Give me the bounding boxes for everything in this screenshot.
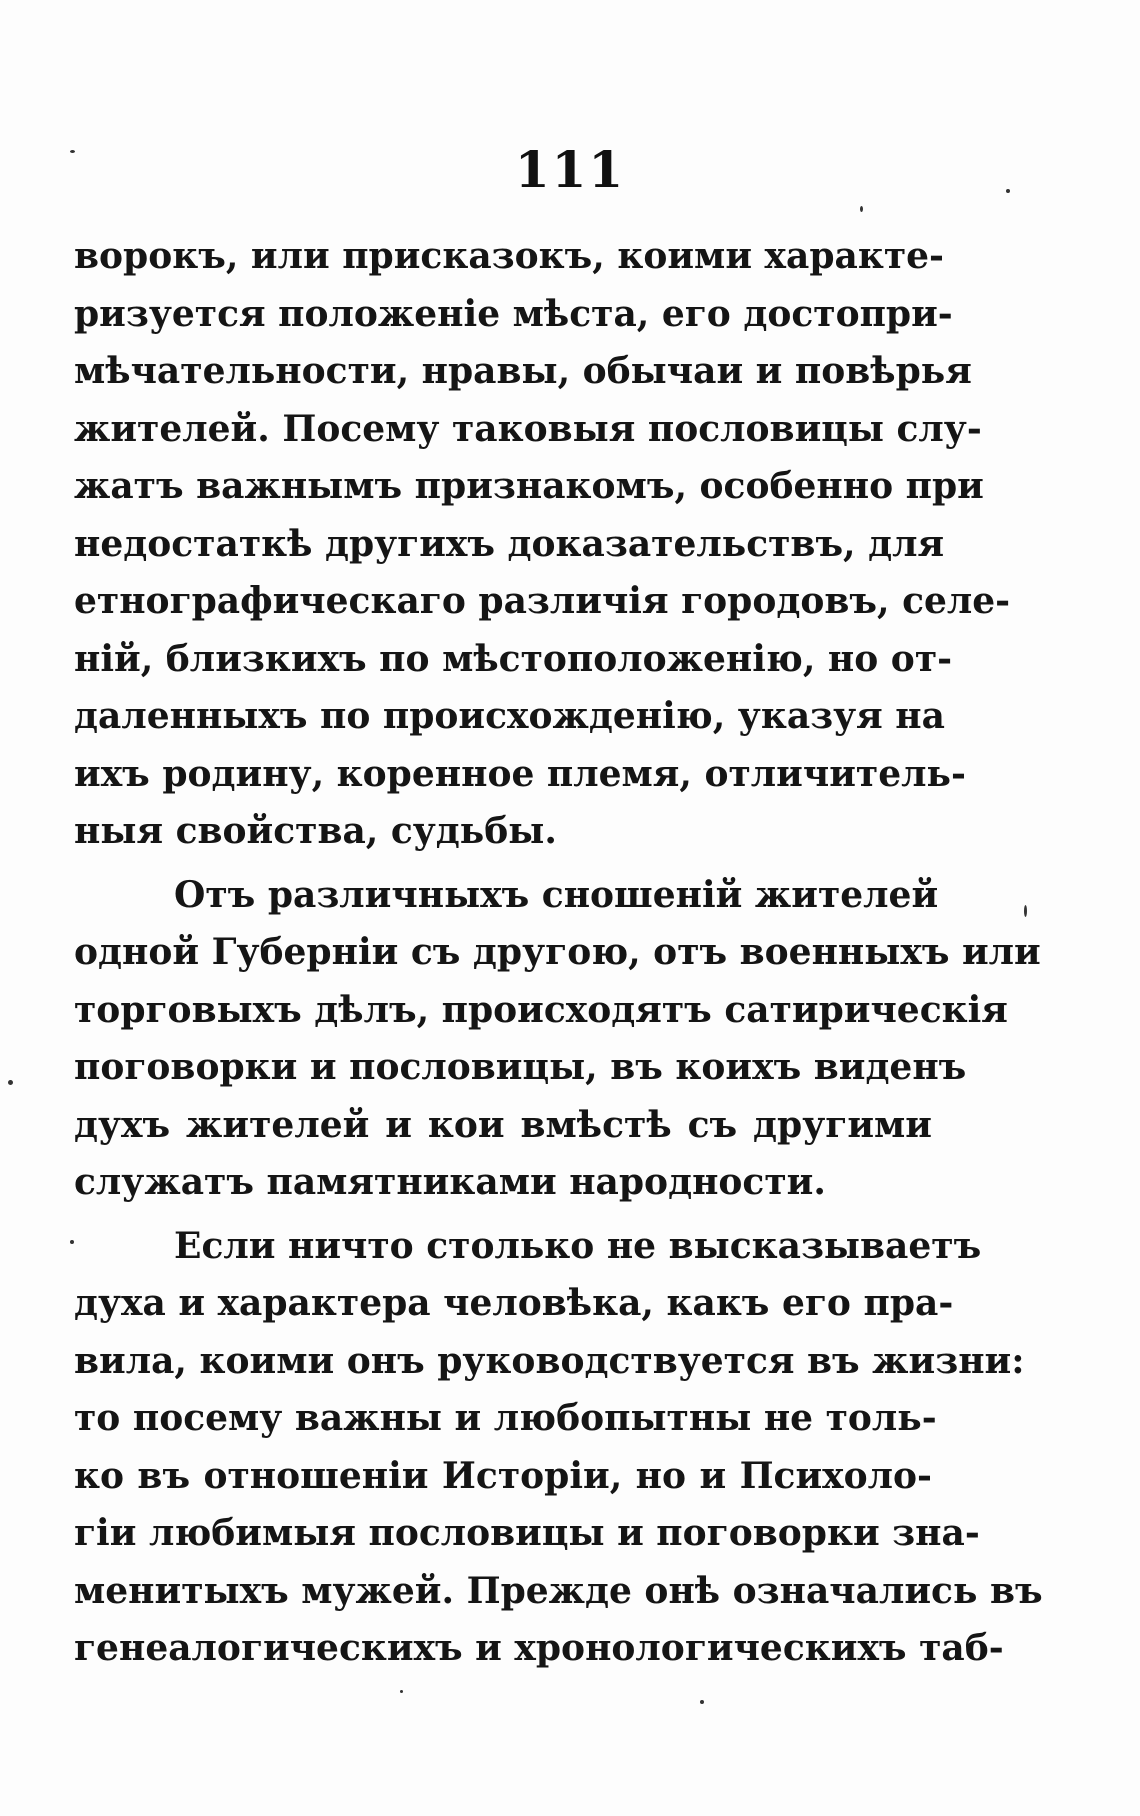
paragraph-2: [74, 867, 1041, 1212]
text-line: ко въ отношеніи Исторіи, но и Психоло-: [74, 1454, 932, 1497]
scan-speck: [1024, 905, 1027, 917]
text-line: менитыхъ мужей. Прежде онѣ означались въ: [74, 1569, 1043, 1612]
text-line: мѣчательности, нравы, обычаи и повѣрья: [74, 350, 972, 392]
text-line: жителей. Посему таковыя пословицы слу-: [74, 407, 982, 450]
scan-speck: [1006, 189, 1010, 193]
text-line: духа и характера человѣка, какъ его пра-: [74, 1282, 954, 1324]
text-line: вила, коими онъ руководствуется въ жизни:: [74, 1339, 1025, 1382]
text-line: духъ жителей и кои вмѣстѣ съ другими: [74, 1103, 932, 1146]
page-number: 111: [514, 140, 626, 199]
paragraph-3: [74, 1218, 1043, 1678]
text-line: то посему важны и любопытны не толь-: [74, 1397, 937, 1439]
text-line: етнографическаго различія городовъ, селе-: [74, 580, 1011, 622]
scan-speck: [400, 1690, 403, 1693]
text-line: ихъ родину, коренное племя, отличитель-: [74, 752, 966, 795]
text-line: ворокъ, или присказокъ, коими характе-: [74, 235, 944, 277]
text-line: торговыхъ дѣлъ, происходятъ сатирическія: [74, 988, 1008, 1031]
text-line: ныя свойства, судьбы.: [74, 810, 557, 852]
scan-speck: [70, 1240, 74, 1244]
text-line: ній, близкихъ по мѣстоположенію, но от-: [74, 637, 953, 680]
scan-speck: [8, 1080, 13, 1085]
paragraph-1: [74, 228, 1011, 861]
text-line: Отъ различныхъ сношеній жителей: [174, 873, 939, 916]
text-line: одной Губерніи съ другою, отъ военныхъ или: [74, 931, 1041, 973]
page-body: [74, 228, 1043, 1678]
text-line: даленныхъ по происхожденію, указуя на: [74, 695, 945, 737]
text-line: жатъ важнымъ признакомъ, особенно при: [74, 465, 984, 507]
text-line: гіи любимыя пословицы и поговорки зна-: [74, 1512, 980, 1554]
text-line: поговорки и пословицы, въ коихъ виденъ: [74, 1046, 967, 1088]
scan-speck: [860, 206, 863, 212]
text-line: генеалогическихъ и хронологическихъ таб-: [74, 1627, 1004, 1669]
scan-speck: [700, 1700, 704, 1704]
scan-speck: [70, 150, 75, 153]
text-line: ризуется положеніе мѣста, его достопри-: [74, 292, 953, 335]
text-line: недостаткѣ другихъ доказательствъ, для: [74, 522, 945, 565]
text-line: служатъ памятниками народности.: [74, 1161, 826, 1203]
text-line: Если ничто столько не высказываетъ: [174, 1224, 982, 1267]
